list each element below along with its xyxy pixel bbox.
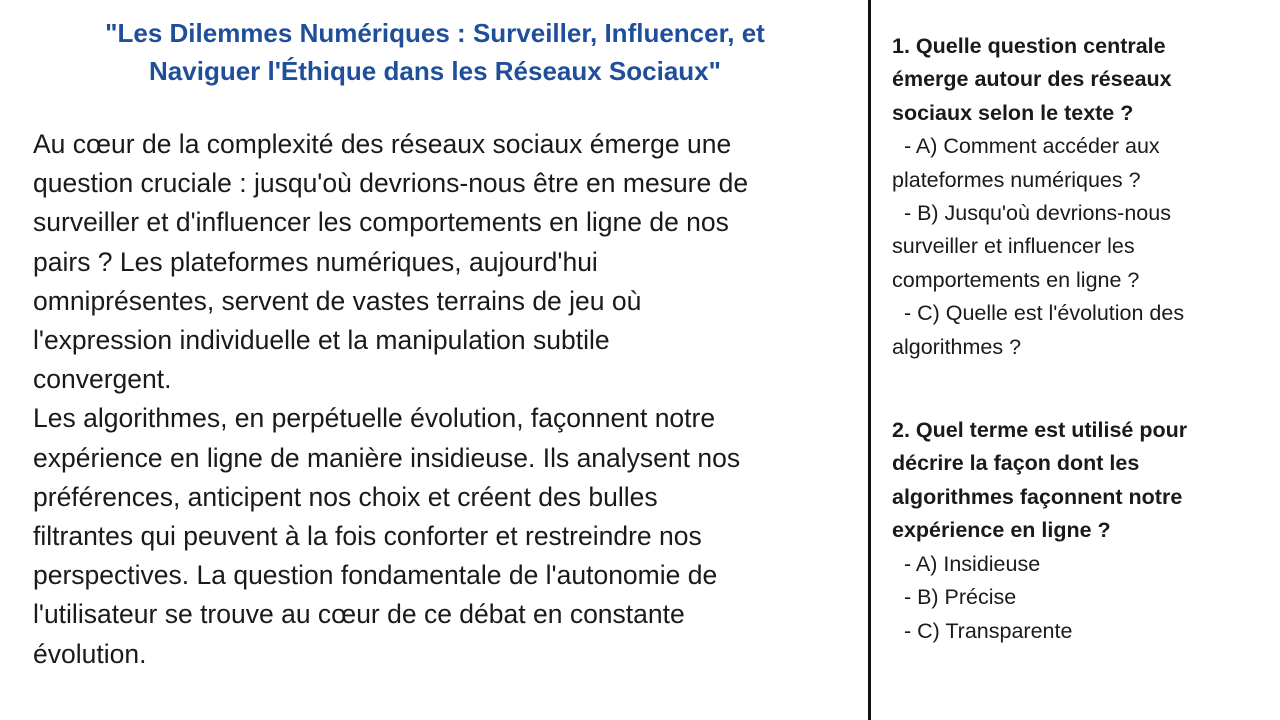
- option-text: comportements en ligne ?: [892, 267, 1140, 292]
- body-line: convergent.: [33, 364, 172, 395]
- question-1: [892, 30, 1272, 364]
- body-line: Les algorithmes, en perpétuelle évolution, façonnent notre: [33, 403, 716, 434]
- body-line: l'utilisateur se trouve au cœur de ce débat en constante: [33, 599, 685, 630]
- question-spacer: [892, 364, 1272, 414]
- question-text: 1. Quelle question centrale: [892, 34, 1166, 58]
- option-text: - A) Insidieuse: [892, 551, 1041, 576]
- body-line: perspectives. La question fondamentale de l'autonomie de: [33, 560, 718, 591]
- option-text: - B) Jusqu'où devrions-nous: [892, 201, 1171, 226]
- vertical-divider: [868, 0, 871, 720]
- option-text: - C) Quelle est l'évolution des: [892, 301, 1185, 326]
- option-text: plateformes numériques ?: [892, 167, 1141, 192]
- body-text: [33, 125, 863, 674]
- option-text: algorithmes ?: [892, 334, 1022, 359]
- body-line: Au cœur de la complexité des réseaux sociaux émerge une: [33, 129, 732, 159]
- title-line: Naviguer l'Éthique dans les Réseaux Sociaux": [149, 56, 721, 86]
- body-line: pairs ? Les plateformes numériques, aujourd'hui: [33, 246, 598, 277]
- question-text: 2. Quel terme est utilisé pour: [892, 418, 1188, 443]
- question-2: [892, 414, 1272, 648]
- question-text: émerge autour des réseaux: [892, 67, 1172, 92]
- question-text: expérience en ligne ?: [892, 518, 1111, 543]
- question-text: décrire la façon dont les: [892, 451, 1140, 476]
- option-text: surveiller et influencer les: [892, 234, 1135, 259]
- title-line: "Les Dilemmes Numériques : Surveiller, Influencer, et: [105, 18, 765, 48]
- body-line: filtrantes qui peuvent à la fois conforter et restreindre nos: [33, 521, 702, 552]
- body-line: préférences, anticipent nos choix et créent des bulles: [33, 481, 658, 512]
- quiz-panel: [892, 30, 1272, 648]
- option-text: - A) Comment accéder aux: [892, 134, 1160, 159]
- option-text: - B) Précise: [892, 585, 1017, 610]
- body-line: surveiller et d'influencer les comportements en ligne de nos: [33, 207, 729, 238]
- question-text: algorithmes façonnent notre: [892, 484, 1183, 509]
- body-line: expérience en ligne de manière insidieuse. Ils analysent nos: [33, 442, 741, 473]
- body-line: question cruciale : jusqu'où devrions-nous être en mesure de: [33, 168, 749, 199]
- body-line: évolution.: [33, 638, 147, 669]
- body-line: l'expression individuelle et la manipulation subtile: [33, 325, 610, 356]
- option-text: - C) Transparente: [892, 618, 1073, 643]
- question-text: sociaux selon le texte ?: [892, 100, 1134, 125]
- body-line: omniprésentes, servent de vastes terrains de jeu où: [33, 285, 642, 316]
- document-title: [0, 14, 870, 90]
